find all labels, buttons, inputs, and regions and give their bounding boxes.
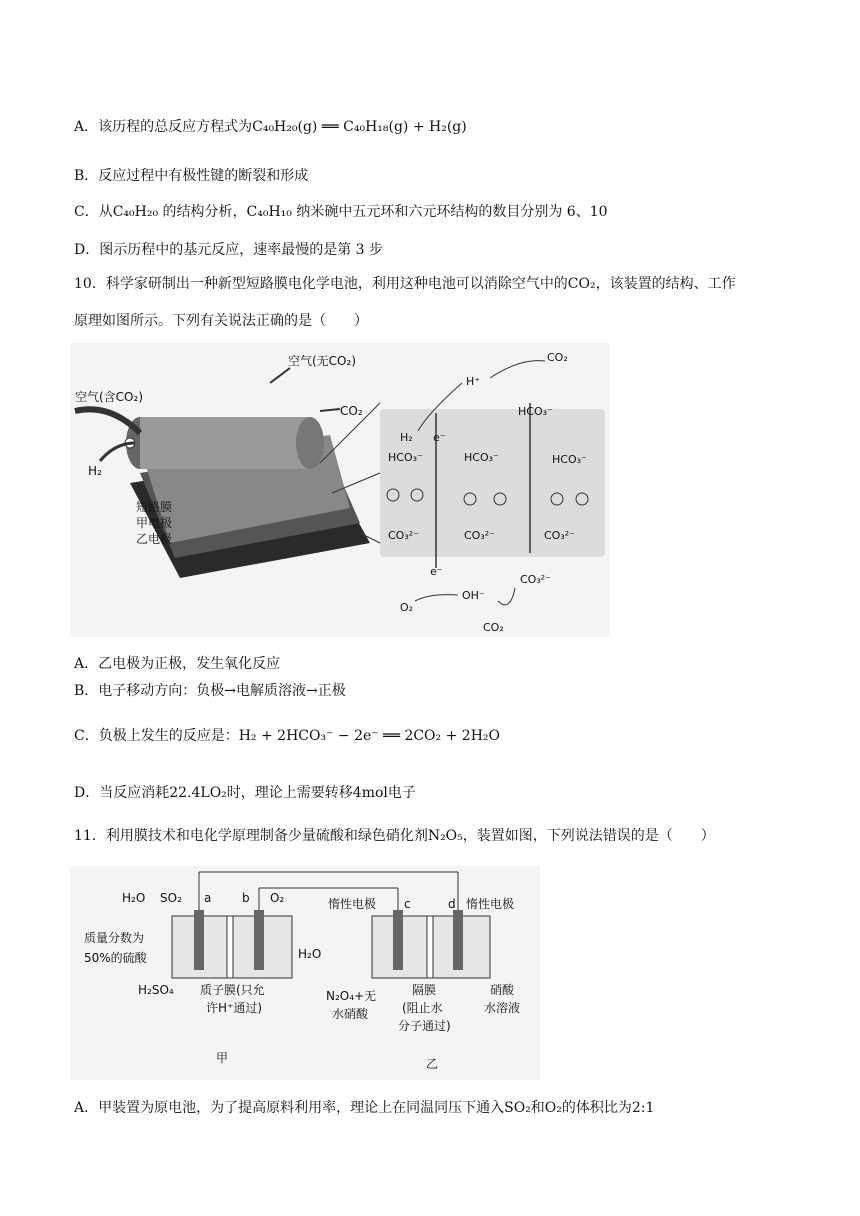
h2o-right-label: H₂O [298, 947, 322, 961]
q11-figure [70, 866, 540, 1080]
partition-line3: 分子通过) [398, 1019, 451, 1033]
q9-option-d: D．图示历程中的基元反应，速率最慢的是第 3 步 [74, 242, 384, 258]
top-co2-label: CO₂ [547, 351, 568, 364]
membrane-label: 短路膜 [136, 500, 173, 514]
nitric-line2: 水溶液 [484, 1001, 521, 1015]
co2-out-label: CO₂ [340, 404, 363, 418]
top-hco3-label: HCO₃⁻ [518, 405, 553, 418]
apparatus-yi-label: 乙 [426, 1057, 439, 1071]
bottom-o2-label: O₂ [400, 601, 414, 614]
q9-option-b: B．反应过程中有极性键的断裂和形成 [74, 168, 309, 184]
q11-stem: 11．利用膜技术和电化学原理制备少量硫酸和绿色硝化剂N₂O₅，装置如图，下列说法错误的是（ ） [74, 828, 715, 844]
cell2-hco3: HCO₃⁻ [464, 451, 499, 464]
top-h-label: H⁺ [466, 375, 481, 388]
q10-stem-line2: 原理如图所示。下列有关说法正确的是（ ） [74, 313, 368, 329]
q10-figure [70, 343, 610, 637]
n2o4-line1: N₂O₄+无 [326, 989, 377, 1003]
q10-option-a: A．乙电极为正极，发生氧化反应 [74, 656, 281, 672]
nitric-line1: 硝酸 [490, 983, 515, 997]
apparatus-jia-label: 甲 [216, 1051, 229, 1065]
partition-line1: 隔膜 [412, 983, 437, 997]
h2o-in-label: H₂O [122, 891, 146, 905]
cell3-co3: CO₃²⁻ [544, 529, 575, 542]
cell2-co3: CO₃²⁻ [464, 529, 495, 542]
q9-option-a: A．该历程的总反应方程式为C₄₀H₂₀(g) ══ C₄₀H₁₈(g) + H₂(g) [74, 119, 467, 135]
electrode-a-label: a [204, 891, 212, 905]
cell3-hco3: HCO₃⁻ [552, 453, 587, 466]
electrode-a [194, 910, 204, 970]
electrode-b [254, 910, 264, 970]
bottom-oh-label: OH⁻ [462, 589, 485, 602]
air-out-label: 空气(无CO₂) [288, 354, 356, 368]
q9-option-a-equation: C₄₀H₂₀(g) ══ C₄₀H₁₈(g) + H₂(g) [252, 119, 467, 135]
mass-fraction-line2: 50%的硫酸 [84, 951, 147, 965]
electrode-jia-label: 甲电极 [136, 516, 173, 530]
bottom-e-label: e⁻ [430, 565, 443, 578]
bottom-co2-label: CO₂ [483, 621, 504, 634]
air-in-label: 空气(含CO₂) [75, 390, 143, 404]
h2so4-out-label: H₂SO₄ [138, 983, 174, 997]
partition-line2: (阻止水 [402, 1001, 443, 1015]
top-e-label: e⁻ [433, 431, 446, 444]
q10-stem-line1: 10．科学家研制出一种新型短路膜电化学电池，利用这种电池可以消除空气中的CO₂，该装置的结构、工作 [74, 276, 736, 292]
proton-membrane-line1: 质子膜(只允 [200, 983, 265, 997]
electrode-c [393, 910, 403, 970]
q9-option-c: C．从C₄₀H₂₀ 的结构分析，C₄₀H₁₀ 纳米碗中五元环和六元环结构的数目分别为 6、10 [74, 204, 608, 220]
bottom-co3-label: CO₃²⁻ [520, 573, 551, 586]
n2o4-line2: 水硝酸 [332, 1007, 369, 1021]
electrode-d-label: d [448, 897, 456, 911]
electrode-b-label: b [242, 891, 250, 905]
o2-in-label: O₂ [270, 891, 285, 905]
cell1-co3: CO₃²⁻ [388, 529, 419, 542]
proton-membrane-line2: 许H⁺通过) [206, 1001, 263, 1015]
electrode-d [453, 910, 463, 970]
inert-electrode-d-label: 惰性电极 [466, 897, 515, 911]
electrode-c-label: c [404, 897, 411, 911]
top-h2-label: H₂ [400, 431, 413, 444]
inert-electrode-c-label: 惰性电极 [328, 897, 377, 911]
q11-option-a: A．甲装置为原电池，为了提高原料利用率，理论上在同温同压下通入SO₂和O₂的体积比为2:1 [74, 1100, 655, 1116]
so2-in-label: SO₂ [160, 891, 182, 905]
q10-option-b: B．电子移动方向：负极→电解质溶液→正极 [74, 683, 346, 699]
q10-option-d: D．当反应消耗22.4LO₂时，理论上需要转移4mol电子 [74, 785, 416, 801]
cell1-hco3: HCO₃⁻ [388, 451, 423, 464]
mass-fraction-line1: 质量分数为 [84, 931, 145, 945]
h2-in-label: H₂ [88, 464, 102, 478]
cell-device-illustration [125, 417, 370, 578]
q10-option-c: C．负极上发生的反应是：H₂ + 2HCO₃⁻ − 2e⁻ ══ 2CO₂ + 2H₂O [74, 728, 500, 744]
electrode-yi-label: 乙电极 [136, 532, 173, 546]
